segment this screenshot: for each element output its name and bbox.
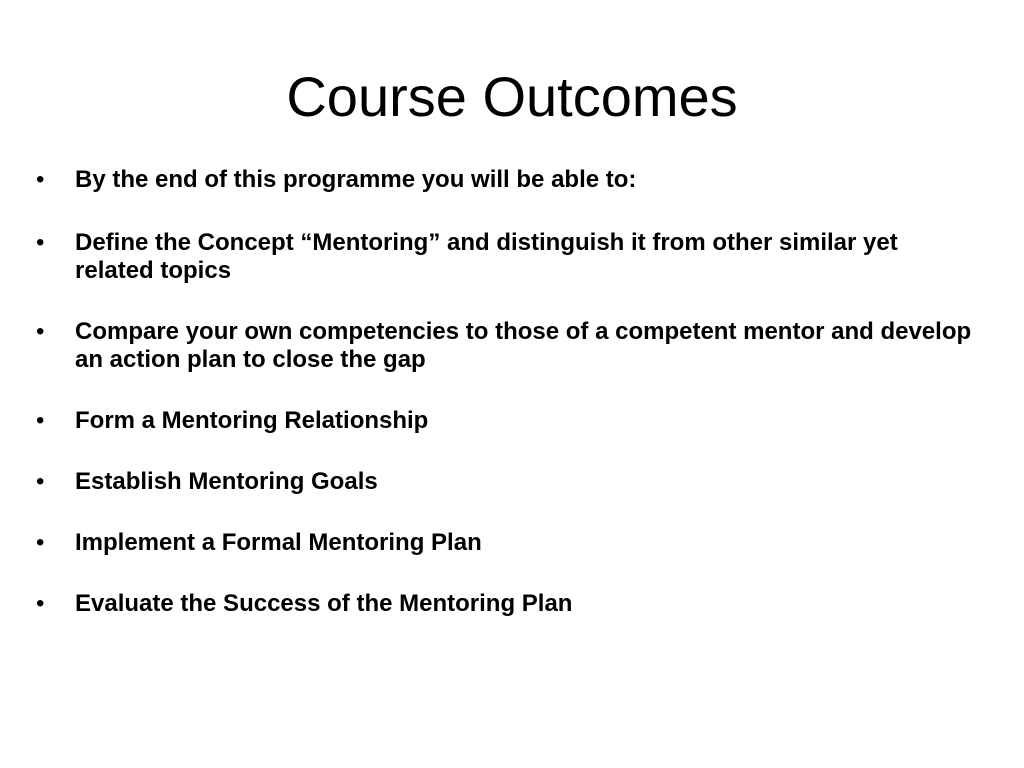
bullet-text: Compare your own competencies to those of a competent mentor and develop an action plan to close the gap bbox=[75, 318, 972, 373]
bullet-icon: • bbox=[36, 229, 45, 256]
bullet-text: Form a Mentoring Relationship bbox=[75, 407, 429, 434]
bullet-text: Evaluate the Success of the Mentoring Plan bbox=[75, 590, 573, 617]
bullet-item bbox=[28, 407, 988, 435]
bullet-icon: • bbox=[36, 468, 45, 495]
bullet-list bbox=[28, 166, 988, 651]
bullet-item bbox=[28, 166, 988, 194]
bullet-item bbox=[28, 468, 988, 496]
bullet-icon: • bbox=[36, 166, 45, 193]
bullet-icon: • bbox=[36, 407, 45, 434]
bullet-item bbox=[28, 529, 988, 557]
bullet-text: Implement a Formal Mentoring Plan bbox=[75, 529, 482, 556]
slide-title: Course Outcomes bbox=[286, 65, 738, 128]
bullet-item bbox=[28, 590, 988, 618]
bullet-text: Define the Concept “Mentoring” and distinguish it from other similar yet related topics bbox=[75, 229, 898, 284]
bullet-item bbox=[28, 318, 988, 374]
bullet-text: Establish Mentoring Goals bbox=[75, 468, 378, 495]
bullet-icon: • bbox=[36, 529, 45, 556]
bullet-item bbox=[28, 229, 988, 285]
bullet-icon: • bbox=[36, 590, 45, 617]
bullet-icon: • bbox=[36, 318, 45, 345]
bullet-text: By the end of this programme you will be able to: bbox=[75, 166, 637, 193]
